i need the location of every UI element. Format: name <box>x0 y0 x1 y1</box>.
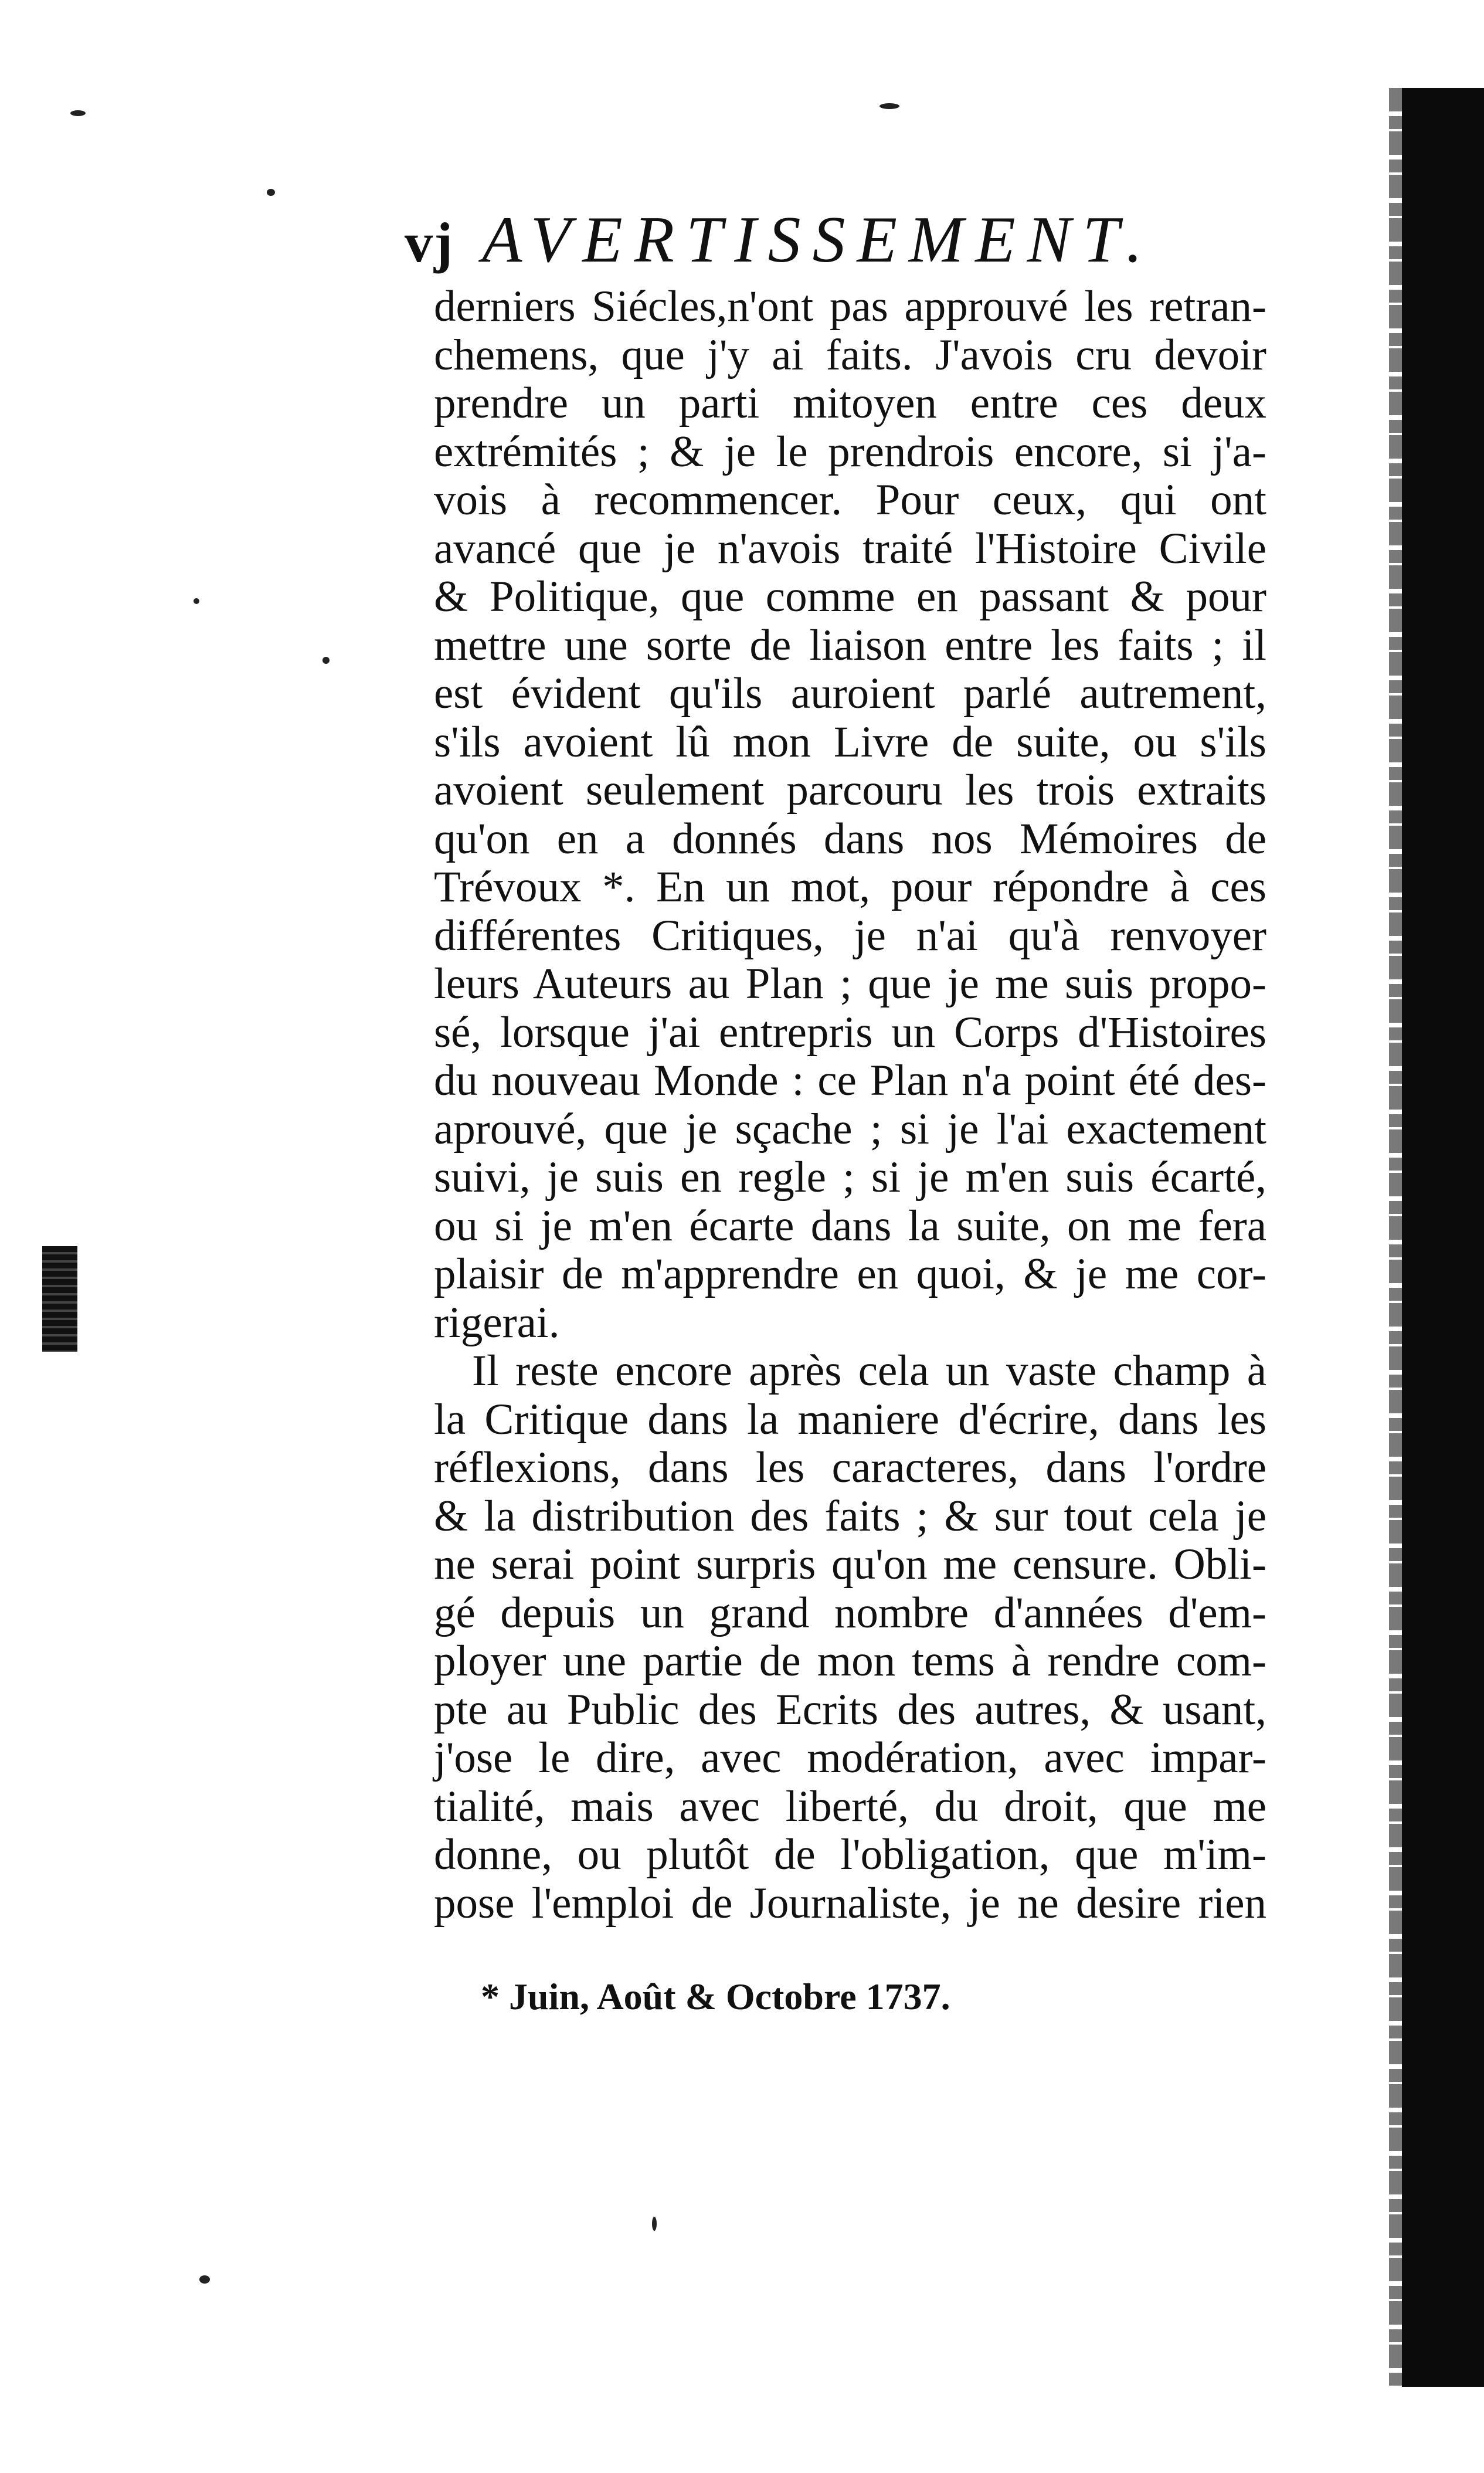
text-line: & la distribution des faits ; & sur tout cela je <box>434 1491 1266 1541</box>
text-line: qu'on en a donnés dans nos Mémoires de <box>434 814 1266 863</box>
speck <box>267 189 275 196</box>
text-line: avoient seulement parcouru les trois extraits <box>434 766 1266 815</box>
text-line: suivi, je suis en regle ; si je m'en suis écarté, <box>434 1153 1266 1202</box>
margin-mark <box>42 1246 77 1352</box>
text-line: la Critique dans la maniere d'écrire, dans les <box>434 1395 1266 1444</box>
text-line: mettre une sorte de liaison entre les faits ; il <box>434 620 1266 670</box>
text-line: leurs Auteurs au Plan ; que je me suis propo- <box>434 959 1266 1008</box>
text-line: est évident qu'ils auroient parlé autrement, <box>434 669 1266 718</box>
text-line: prendre un parti mitoyen entre ces deux <box>434 379 1266 428</box>
text-line: différentes Critiques, je n'ai qu'à renvoyer <box>434 911 1266 960</box>
text-line: plaisir de m'apprendre en quoi, & je me cor- <box>434 1250 1266 1298</box>
speck <box>70 110 86 116</box>
page-number: vj <box>405 211 454 274</box>
text-line: sé, lorsque j'ai entrepris un Corps d'Histoires <box>434 1007 1266 1057</box>
text-line: ou si je m'en écarte dans la suite, on me fera <box>434 1201 1266 1250</box>
text-line: pose l'emploi de Journaliste, je ne desire rien <box>434 1878 1266 1928</box>
text-line: chemens, que j'y ai faits. J'avois cru devoir <box>434 330 1266 379</box>
text-line: aprouvé, que je sçache ; si je l'ai exactement <box>434 1104 1266 1154</box>
page-header <box>405 202 1208 279</box>
text-line: Trévoux *. En un mot, pour répondre à ces <box>434 863 1266 911</box>
speck <box>193 598 199 604</box>
binding-edge <box>1402 88 1484 2387</box>
text-line: donne, ou plutôt de l'obligation, que m'im- <box>434 1830 1266 1879</box>
text-line: ne serai point surpris qu'on me censure. Obli- <box>434 1540 1266 1589</box>
speck <box>322 657 330 664</box>
text-line: Il reste encore après cela un vaste champ à <box>472 1346 1266 1395</box>
footnote: * Juin, Août & Octobre 1737. <box>481 1976 950 2017</box>
text-line: tialité, mais avec liberté, du droit, que me <box>434 1782 1266 1831</box>
text-line: & Politique, que comme en passant & pour <box>434 572 1266 621</box>
speck <box>879 103 899 109</box>
speck <box>199 2275 210 2284</box>
text-line: j'ose le dire, avec modération, avec impar- <box>434 1734 1266 1782</box>
text-line: gé depuis un grand nombre d'années d'em- <box>434 1588 1266 1637</box>
text-line: extrémités ; & je le prendrois encore, si j'a- <box>434 427 1266 476</box>
text-line: ployer une partie de mon tems à rendre com- <box>434 1637 1266 1685</box>
text-line: vois à recommencer. Pour ceux, qui ont <box>434 476 1266 524</box>
text-line: rigerai. <box>434 1298 560 1347</box>
text-line: du nouveau Monde : ce Plan n'a point été des- <box>434 1056 1266 1105</box>
text-line: avancé que je n'avois traité l'Histoire Civile <box>434 524 1266 573</box>
body-text <box>434 283 1266 1928</box>
text-line: derniers Siécles,n'ont pas approuvé les retran- <box>434 282 1266 331</box>
text-line: réflexions, dans les caracteres, dans l'ordre <box>434 1443 1266 1492</box>
text-line: s'ils avoient lû mon Livre de suite, ou s'ils <box>434 717 1266 766</box>
text-line: pte au Public des Ecrits des autres, & usant, <box>434 1685 1266 1734</box>
running-title: AVERTISSEMENT. <box>481 203 1154 276</box>
speck <box>652 2217 657 2231</box>
